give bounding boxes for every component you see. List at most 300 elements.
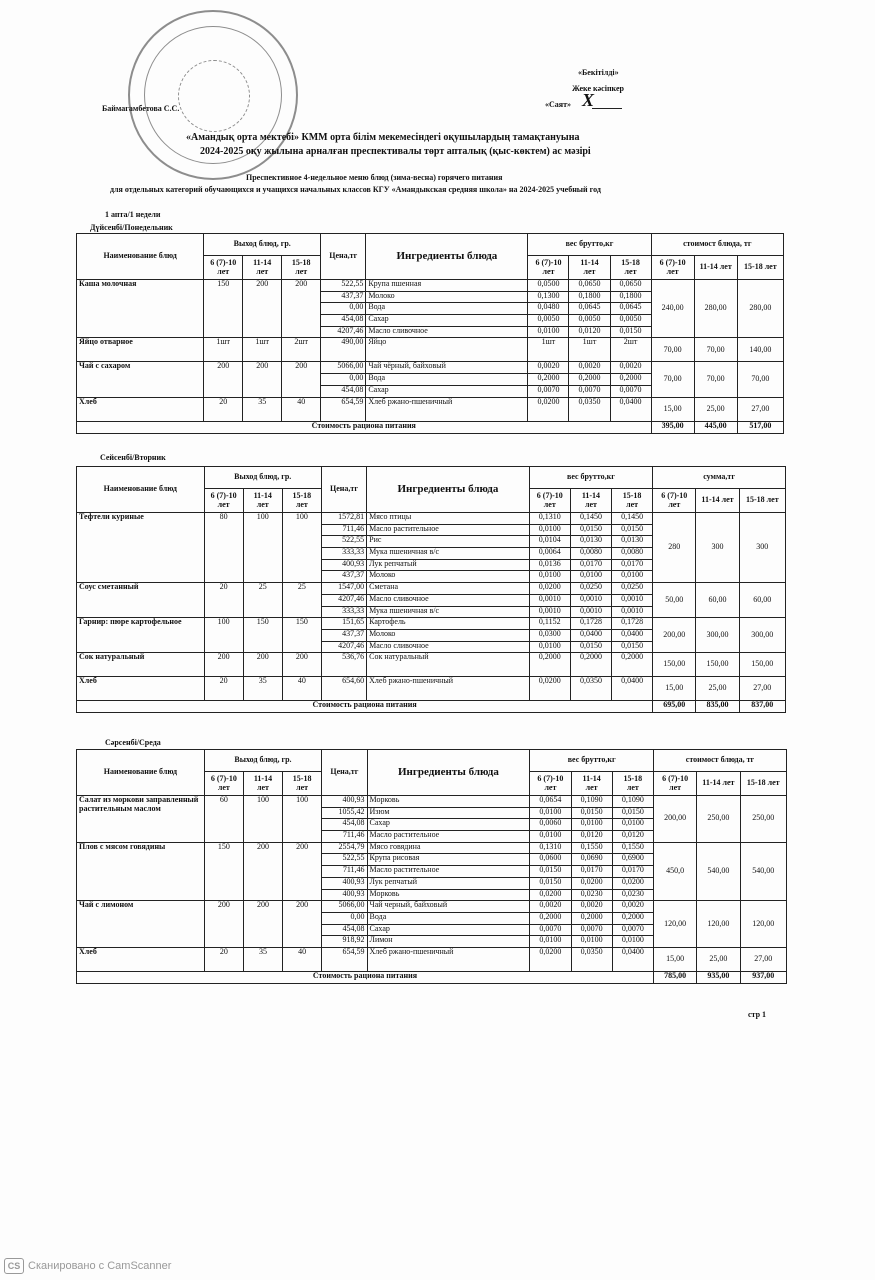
- ingredient-name: Картофель: [367, 618, 530, 630]
- total-age-2: 835,00: [696, 701, 739, 713]
- yield-age-2: 200: [243, 901, 282, 948]
- age-range: 6 (7)-10: [210, 490, 237, 500]
- weight-age-3: 0,0400: [612, 677, 653, 701]
- cost-age-3: 300,00: [739, 618, 785, 653]
- cost-age-2: 150,00: [696, 653, 739, 677]
- week-label: 1 апта/1 недели: [105, 210, 161, 219]
- cost-age-1: 15,00: [653, 677, 696, 701]
- yield-age-3: 150: [282, 618, 321, 653]
- ingredient-name: Молоко: [367, 629, 530, 641]
- dish-name: Хлеб: [77, 677, 205, 701]
- dish-name: Соус сметанный: [77, 583, 205, 618]
- age-unit: лет: [542, 266, 555, 276]
- weight-age-3: 0,2000: [612, 912, 653, 924]
- ingredient-name: Хлеб ржано-пшеничный: [367, 947, 530, 971]
- cost-age-1: 15,00: [653, 947, 696, 971]
- yield-age-2: 200: [243, 362, 282, 397]
- weight-age-1: 0,0100: [528, 326, 569, 338]
- day-title-1: Сейсенбі/Вторник: [100, 453, 166, 462]
- ingredient-name: Изюм: [367, 807, 530, 819]
- age-range: 11-14: [582, 773, 601, 783]
- dish-name: Плов с мясом говядины: [77, 842, 205, 900]
- weight-age-3: 0,0050: [610, 315, 651, 327]
- weight-age-2: 0,0645: [569, 303, 610, 315]
- header-age-weight-2: [570, 489, 611, 513]
- header-age-weight-2: [569, 256, 610, 280]
- total-age-1: 395,00: [651, 421, 694, 433]
- ingredient-name: Масло растительное: [367, 524, 530, 536]
- age-range: 6 (7)-10: [210, 773, 237, 783]
- yield-age-3: 200: [283, 901, 322, 948]
- cost-age-3: 140,00: [737, 338, 783, 362]
- age-unit: лет: [217, 782, 230, 792]
- ingredient-price: 437,37: [321, 571, 366, 583]
- age-range: 11-14: [253, 257, 272, 267]
- cost-age-2: 280,00: [694, 280, 737, 338]
- ingredient-name: Морковь: [367, 889, 530, 901]
- yield-age-2: 100: [243, 513, 282, 583]
- age-range: 15-18: [292, 773, 312, 783]
- header-weight: вес брутто,кг: [529, 467, 653, 489]
- dish-name: Яйцо отварное: [77, 338, 204, 362]
- cost-age-1: 240,00: [651, 280, 694, 338]
- weight-age-2: 0,0120: [569, 326, 610, 338]
- header-age-weight-3: [612, 489, 653, 513]
- weight-age-1: 0,0200: [530, 947, 571, 971]
- day-title-0: Дүйсенбі/Понедельник: [90, 223, 173, 232]
- weight-age-2: 0,0020: [571, 901, 612, 913]
- weight-age-2: 0,0070: [571, 924, 612, 936]
- header-cost-age-2: 11-14 лет: [694, 256, 737, 280]
- weight-age-1: 0,0654: [530, 796, 571, 808]
- yield-age-1: 150: [204, 280, 243, 338]
- yield-age-2: 35: [243, 947, 282, 971]
- weight-age-3: 0,0150: [612, 524, 653, 536]
- header-cost: стоимост блюда, тг: [653, 750, 786, 772]
- menu-table-tuesday: [76, 466, 786, 713]
- cost-age-3: 70,00: [737, 362, 783, 397]
- weight-age-1: 0,0200: [529, 583, 570, 595]
- header-age-yield-3: [282, 489, 321, 513]
- weight-age-2: 0,0350: [570, 677, 611, 701]
- weight-age-3: 0,0400: [612, 947, 653, 971]
- ingredient-price: 711,46: [321, 524, 366, 536]
- weight-age-2: 0,0080: [570, 548, 611, 560]
- ingredient-price: 918,92: [322, 936, 367, 948]
- age-unit: лет: [296, 782, 309, 792]
- weight-age-2: 0,2000: [570, 653, 611, 677]
- dish-name: Хлеб: [77, 947, 205, 971]
- ingredient-name: Лук репчатый: [367, 877, 530, 889]
- ingredient-name: Хлеб ржано-пшеничный: [367, 677, 530, 701]
- weight-age-1: 0,0020: [528, 362, 569, 374]
- yield-age-1: 1шт: [204, 338, 243, 362]
- ingredient-name: Мясо говядина: [367, 842, 530, 854]
- yield-age-2: 200: [243, 653, 282, 677]
- scanner-text: Сканировано с CamScanner: [28, 1260, 172, 1272]
- header-yield: Выход блюд, гр.: [204, 750, 321, 772]
- weight-age-3: 0,0020: [612, 901, 653, 913]
- age-unit: лет: [544, 782, 557, 792]
- yield-age-3: 100: [283, 796, 322, 843]
- total-age-3: 517,00: [737, 421, 783, 433]
- camscanner-logo: CS: [4, 1258, 24, 1274]
- age-unit: лет: [217, 266, 230, 276]
- ingredient-name: Крупа пшенная: [366, 280, 528, 292]
- weight-age-2: 0,0150: [570, 524, 611, 536]
- header-ingredients: Ингредиенты блюда: [367, 750, 530, 796]
- weight-age-3: 0,0100: [612, 819, 653, 831]
- cost-age-1: 50,00: [653, 583, 696, 618]
- ingredient-price: 333,33: [321, 606, 366, 618]
- cost-age-3: 120,00: [740, 901, 787, 948]
- total-label: Стоимость рациона питания: [77, 701, 653, 713]
- header-age-weight-3: [612, 772, 653, 796]
- weight-age-1: 0,0500: [528, 280, 569, 292]
- ingredient-name: Сахар: [366, 315, 528, 327]
- weight-age-2: 0,0350: [571, 947, 612, 971]
- weight-age-1: 0,2000: [530, 912, 571, 924]
- weight-age-2: 0,0130: [570, 536, 611, 548]
- dish-name: Чай с лимоном: [77, 901, 205, 948]
- weight-age-1: 0,0150: [530, 866, 571, 878]
- cost-age-2: 300: [696, 513, 739, 583]
- age-unit: лет: [256, 266, 269, 276]
- header-price: Цена,тг: [321, 234, 366, 280]
- cost-age-2: 70,00: [694, 338, 737, 362]
- weight-age-2: 0,0120: [571, 831, 612, 843]
- header-cost-age-1: [653, 772, 696, 796]
- weight-age-3: 0,0100: [612, 936, 653, 948]
- yield-age-2: 200: [243, 842, 282, 900]
- header-cost-age-2: 11-14 лет: [697, 772, 740, 796]
- weight-age-3: 0,0150: [612, 807, 653, 819]
- header-age-weight-1: [530, 772, 571, 796]
- total-age-2: 445,00: [694, 421, 737, 433]
- approval-signatory: «Саят»: [545, 100, 572, 109]
- header-cost-age-3: 15-18 лет: [739, 489, 785, 513]
- weight-age-2: 0,0230: [571, 889, 612, 901]
- age-unit: лет: [295, 499, 308, 509]
- total-label: Стоимость рациона питания: [77, 971, 654, 983]
- header-age-yield-2: [243, 772, 282, 796]
- ingredient-price: 454,08: [322, 924, 367, 936]
- age-unit: лет: [626, 499, 639, 509]
- title-ru-line2: для отдельных категорий обучающихся и учащихся начальных классов КГУ «Амандыкская средняя школа» на 2024-2025 учебный год: [110, 185, 601, 194]
- age-range: 6 (7)-10: [535, 257, 562, 267]
- weight-age-3: 0,1550: [612, 842, 653, 854]
- weight-age-3: 0,0200: [612, 877, 653, 889]
- ingredient-price: 437,37: [321, 629, 366, 641]
- weight-age-1: 0,1310: [530, 842, 571, 854]
- page-number: стр 1: [748, 1010, 767, 1019]
- cost-age-2: 25,00: [697, 947, 740, 971]
- cost-age-2: 70,00: [694, 362, 737, 397]
- weight-age-1: 0,1310: [529, 513, 570, 525]
- dish-name: Сок натуральный: [77, 653, 205, 677]
- weight-age-3: 0,1450: [612, 513, 653, 525]
- weight-age-3: 0,0020: [610, 362, 651, 374]
- title-ru-line1: Преспективное 4-недельное меню блюд (зима-весна) горячего питания: [246, 173, 503, 182]
- header-dish: Наименование блюд: [77, 467, 205, 513]
- weight-age-3: 0,0010: [612, 594, 653, 606]
- yield-age-2: 1шт: [243, 338, 282, 362]
- cost-age-2: 60,00: [696, 583, 739, 618]
- weight-age-3: 0,0070: [612, 924, 653, 936]
- weight-age-2: 0,1450: [570, 513, 611, 525]
- ingredient-price: 536,76: [321, 653, 366, 677]
- header-age-yield-2: [243, 489, 282, 513]
- ingredient-price: 490,00: [321, 338, 366, 362]
- dish-name: Салат из моркови заправленный растительным маслом: [77, 796, 205, 843]
- weight-age-1: 0,0010: [529, 606, 570, 618]
- age-range: 15-18: [622, 490, 642, 500]
- weight-age-2: 0,1550: [571, 842, 612, 854]
- header-cost: сумма,тг: [653, 467, 786, 489]
- cost-age-3: 250,00: [740, 796, 787, 843]
- yield-age-1: 20: [204, 583, 243, 618]
- yield-age-1: 100: [204, 618, 243, 653]
- age-range: 6 (7)-10: [662, 773, 689, 783]
- yield-age-2: 200: [243, 280, 282, 338]
- weight-age-2: 0,0020: [569, 362, 610, 374]
- cost-age-1: 450,0: [653, 842, 696, 900]
- weight-age-2: 0,1728: [570, 618, 611, 630]
- menu-table-monday: [76, 233, 784, 434]
- yield-age-2: 100: [243, 796, 282, 843]
- yield-age-1: 20: [204, 677, 243, 701]
- left-signatory: Баймагамбетова С.С.: [102, 104, 180, 113]
- weight-age-1: 0,1152: [529, 618, 570, 630]
- header-age-weight-3: [610, 256, 651, 280]
- ingredient-price: 2554,79: [322, 842, 367, 854]
- ingredient-price: 400,93: [322, 889, 367, 901]
- ingredient-name: Вода: [366, 374, 528, 386]
- header-age-yield-1: [204, 256, 243, 280]
- header-cost-age-3: 15-18 лет: [740, 772, 787, 796]
- header-weight: вес брутто,кг: [528, 234, 651, 256]
- ingredient-price: 400,93: [322, 877, 367, 889]
- ingredient-price: 5066,00: [322, 901, 367, 913]
- ingredient-price: 437,37: [321, 291, 366, 303]
- ingredient-price: 1055,42: [322, 807, 367, 819]
- yield-age-2: 35: [243, 677, 282, 701]
- ingredient-price: 0,00: [321, 374, 366, 386]
- ingredient-name: Мука пшеничная в/с: [367, 548, 530, 560]
- age-range: 6 (7)-10: [537, 773, 564, 783]
- total-age-3: 937,00: [740, 971, 787, 983]
- header-cost: стоимост блюда, тг: [651, 234, 783, 256]
- weight-age-1: 0,0100: [529, 641, 570, 653]
- ingredient-price: 711,46: [322, 866, 367, 878]
- total-age-1: 695,00: [653, 701, 696, 713]
- weight-age-1: 0,0200: [528, 397, 569, 421]
- age-range: 15-18: [621, 257, 640, 267]
- weight-age-1: 0,1300: [528, 291, 569, 303]
- weight-age-2: 0,0010: [570, 594, 611, 606]
- ingredient-price: 0,00: [321, 303, 366, 315]
- cost-age-1: 200,00: [653, 796, 696, 843]
- weight-age-3: 0,0230: [612, 889, 653, 901]
- weight-age-1: 0,0020: [530, 901, 571, 913]
- weight-age-2: 0,0150: [570, 641, 611, 653]
- weight-age-3: 0,0120: [612, 831, 653, 843]
- approval-director: Жеке кәсіпкер: [572, 84, 624, 93]
- age-unit: лет: [543, 499, 556, 509]
- title-kz-line2: 2024-2025 оқу жылына арналған преспективалы төрт апталық (қыс-көктем) ас мәзірі: [200, 146, 591, 157]
- cost-age-1: 280: [653, 513, 696, 583]
- cost-age-3: 27,00: [740, 947, 787, 971]
- weight-age-1: 0,0136: [529, 559, 570, 571]
- age-range: 11-14: [580, 257, 599, 267]
- cost-age-1: 15,00: [651, 397, 694, 421]
- ingredient-name: Масло растительное: [367, 831, 530, 843]
- age-range: 15-18: [291, 257, 311, 267]
- age-range: 6 (7)-10: [661, 490, 688, 500]
- ingredient-price: 400,93: [322, 796, 367, 808]
- weight-age-3: 0,0650: [610, 280, 651, 292]
- yield-age-1: 60: [204, 796, 243, 843]
- weight-age-3: 0,0250: [612, 583, 653, 595]
- yield-age-3: 40: [282, 677, 321, 701]
- age-unit: лет: [583, 266, 596, 276]
- cost-age-2: 25,00: [696, 677, 739, 701]
- header-cost-age-1: [651, 256, 694, 280]
- ingredient-price: 4207,46: [321, 641, 366, 653]
- ingredient-name: Молоко: [367, 571, 530, 583]
- weight-age-1: 0,2000: [529, 653, 570, 677]
- weight-age-2: 1шт: [569, 338, 610, 362]
- ingredient-price: 522,55: [322, 854, 367, 866]
- ingredient-price: 454,08: [321, 385, 366, 397]
- cost-age-2: 250,00: [697, 796, 740, 843]
- weight-age-1: 0,0050: [528, 315, 569, 327]
- ingredient-price: 654,59: [321, 397, 366, 421]
- weight-age-2: 0,2000: [571, 912, 612, 924]
- cost-age-2: 300,00: [696, 618, 739, 653]
- cost-age-2: 25,00: [694, 397, 737, 421]
- header-price: Цена,тг: [322, 750, 367, 796]
- header-age-yield-2: [243, 256, 282, 280]
- menu-table-wednesday: [76, 749, 787, 984]
- age-unit: лет: [256, 499, 269, 509]
- ingredient-name: Яйцо: [366, 338, 528, 362]
- ingredient-name: Морковь: [367, 796, 530, 808]
- header-yield: Выход блюд, гр.: [204, 234, 321, 256]
- ingredient-name: Масло сливочное: [367, 594, 530, 606]
- yield-age-3: 200: [282, 280, 321, 338]
- cost-age-3: 540,00: [740, 842, 787, 900]
- weight-age-1: 0,2000: [528, 374, 569, 386]
- ingredient-name: Сахар: [367, 819, 530, 831]
- yield-age-1: 20: [204, 947, 243, 971]
- cost-age-1: 70,00: [651, 338, 694, 362]
- ingredient-price: 522,55: [321, 280, 366, 292]
- weight-age-3: 0,0170: [612, 866, 653, 878]
- weight-age-1: 0,0070: [528, 385, 569, 397]
- weight-age-3: 0,0645: [610, 303, 651, 315]
- ingredient-price: 333,33: [321, 548, 366, 560]
- weight-age-2: 0,0350: [569, 397, 610, 421]
- yield-age-3: 200: [282, 653, 321, 677]
- weight-age-2: 0,0170: [570, 559, 611, 571]
- yield-age-3: 2шт: [282, 338, 321, 362]
- weight-age-3: 0,0080: [612, 548, 653, 560]
- weight-age-1: 0,0064: [529, 548, 570, 560]
- cost-age-3: 150,00: [739, 653, 785, 677]
- ingredient-name: Мясо птицы: [367, 513, 530, 525]
- cost-age-2: 120,00: [697, 901, 740, 948]
- weight-age-1: 0,0100: [529, 571, 570, 583]
- total-age-1: 785,00: [653, 971, 696, 983]
- weight-age-1: 0,0104: [529, 536, 570, 548]
- weight-age-2: 0,0100: [570, 571, 611, 583]
- dish-name: Хлеб: [77, 397, 204, 421]
- age-unit: лет: [584, 499, 597, 509]
- yield-age-3: 100: [282, 513, 321, 583]
- ingredient-name: Чай чёрный, байховый: [366, 362, 528, 374]
- weight-age-3: 2шт: [610, 338, 651, 362]
- ingredient-price: 654,59: [322, 947, 367, 971]
- weight-age-3: 0,0400: [610, 397, 651, 421]
- yield-age-3: 40: [282, 397, 321, 421]
- yield-age-1: 20: [204, 397, 243, 421]
- age-range: 11-14: [253, 490, 272, 500]
- yield-age-3: 200: [282, 362, 321, 397]
- header-cost-age-3: 15-18 лет: [737, 256, 783, 280]
- weight-age-1: 0,0010: [529, 594, 570, 606]
- yield-age-3: 200: [283, 842, 322, 900]
- header-ingredients: Ингредиенты блюда: [367, 467, 530, 513]
- header-weight: вес брутто,кг: [530, 750, 654, 772]
- age-range: 11-14: [581, 490, 601, 500]
- weight-age-1: 0,0480: [528, 303, 569, 315]
- age-range: 6 (7)-10: [659, 257, 686, 267]
- scanner-watermark: [4, 1258, 171, 1274]
- header-yield: Выход блюд, гр.: [204, 467, 321, 489]
- weight-age-1: 0,0100: [530, 831, 571, 843]
- weight-age-2: 0,0100: [571, 819, 612, 831]
- ingredient-name: Сметана: [367, 583, 530, 595]
- age-unit: лет: [668, 499, 681, 509]
- dish-name: Каша молочная: [77, 280, 204, 338]
- weight-age-2: 0,0200: [571, 877, 612, 889]
- cost-age-3: 27,00: [737, 397, 783, 421]
- ingredient-name: Молоко: [366, 291, 528, 303]
- header-age-yield-1: [204, 489, 243, 513]
- age-unit: лет: [666, 266, 679, 276]
- weight-age-1: 0,0070: [530, 924, 571, 936]
- weight-age-1: 0,0100: [530, 807, 571, 819]
- title-kz-line1: «Амандық орта мектебі» КММ орта білім мекемесіндегі оқушылардың тамақтануына: [186, 132, 580, 143]
- total-age-2: 935,00: [697, 971, 740, 983]
- weight-age-3: 0,0130: [612, 536, 653, 548]
- cost-age-1: 150,00: [653, 653, 696, 677]
- cost-age-3: 280,00: [737, 280, 783, 338]
- weight-age-2: 0,0650: [569, 280, 610, 292]
- ingredient-name: Вода: [366, 303, 528, 315]
- ingredient-price: 711,46: [322, 831, 367, 843]
- signature-mark: Х: [582, 90, 595, 110]
- age-range: 6 (7)-10: [210, 257, 237, 267]
- weight-age-1: 1шт: [528, 338, 569, 362]
- ingredient-price: 654,60: [321, 677, 366, 701]
- weight-age-1: 0,0060: [530, 819, 571, 831]
- ingredient-price: 400,93: [321, 559, 366, 571]
- yield-age-1: 200: [204, 901, 243, 948]
- weight-age-3: 0,2000: [610, 374, 651, 386]
- ingredient-price: 4207,46: [321, 594, 366, 606]
